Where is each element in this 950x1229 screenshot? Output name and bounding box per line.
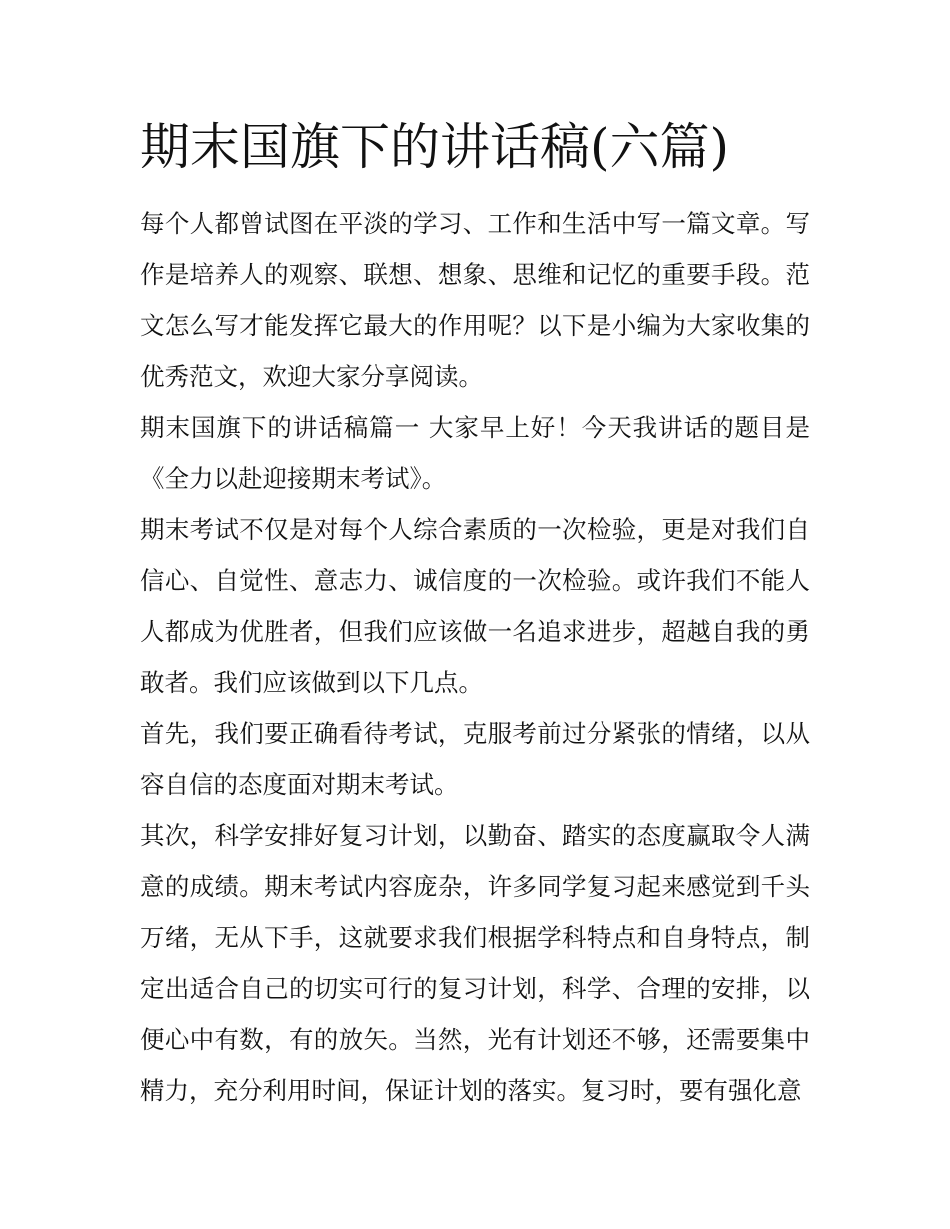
paragraph-greeting: 期末国旗下的讲话稿篇一 大家早上好！今天我讲话的题目是《全力以赴迎接期末考试》。 bbox=[140, 413, 810, 493]
paragraph-exam-meaning: 期末考试不仅是对每个人综合素质的一次检验，更是对我们自信心、自觉性、意志力、诚信度的一次检验。或许我们不能人人都成为优胜者，但我们应该做一名追求进步，超越自我的勇敢者。我们应该做到以下几点。 bbox=[140, 515, 810, 697]
document-body bbox=[140, 198, 810, 1116]
document-title: 期末国旗下的讲话稿(六篇) bbox=[140, 118, 730, 176]
paragraph-intro: 每个人都曾试图在平淡的学习、工作和生活中写一篇文章。写作是培养人的观察、联想、想象、思维和记忆的重要手段。范文怎么写才能发挥它最大的作用呢？以下是小编为大家收集的优秀范文，欢迎大家分享阅读。 bbox=[140, 209, 810, 391]
paragraph-first-point: 首先，我们要正确看待考试，克服考前过分紧张的情绪，以从容自信的态度面对期末考试。 bbox=[140, 719, 810, 799]
paragraph-second-point: 其次，科学安排好复习计划，以勤奋、踏实的态度赢取令人满意的成绩。期末考试内容庞杂，许多同学复习起来感觉到千头万绪，无从下手，这就要求我们根据学科特点和自身特点，制定出适合自己的切实可行的复习计划，科学、合理的安排，以便心中有数，有的放矢。当然，光有计划还不够，还需要集中精力，充分利用时间，保证计划的落实。复习时，要有强化意 bbox=[140, 821, 810, 1105]
